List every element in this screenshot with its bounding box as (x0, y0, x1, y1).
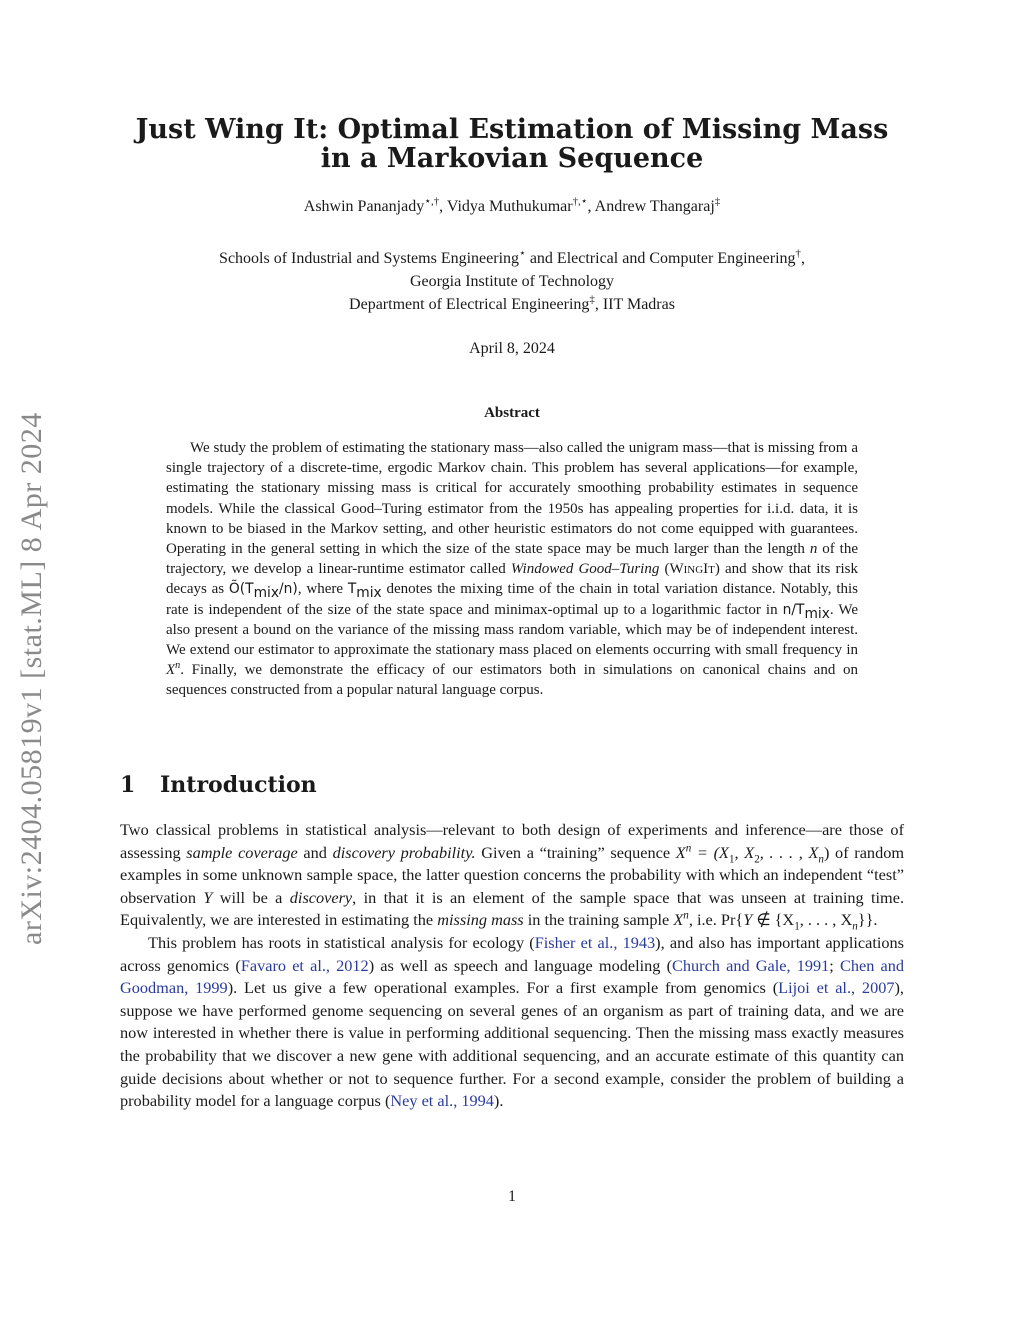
paper-date: April 8, 2024 (469, 340, 555, 357)
body-text: ; (829, 955, 840, 975)
math-expr: T (347, 581, 357, 598)
affiliation-line: Schools of Industrial and Systems Engineering⋆ and Electrical and Computer Engineering†, (219, 247, 805, 267)
emphasis: missing mass (437, 910, 524, 930)
affiliation-mark: ⋆ (519, 247, 526, 260)
page-number: 1 (508, 1188, 516, 1205)
abstract-paragraph (166, 438, 858, 701)
math-sub: 2 (754, 852, 760, 865)
intro-paragraph (120, 819, 904, 932)
math-expr: n/T (782, 601, 805, 618)
math-sup: n (175, 660, 181, 672)
math-sub: mix (253, 585, 280, 602)
body-text: ). (493, 1091, 504, 1111)
title-line-2: in a Markovian Sequence (320, 143, 704, 174)
author-mark: ‡ (714, 195, 721, 208)
body-text: , in that it is an element of the sample space that was unseen at training time. Equivalently, we are interested in estimating the (120, 887, 905, 930)
author-mark: ⋆,† (424, 195, 440, 208)
math-sup: n (685, 842, 692, 855)
paper-title (100, 115, 924, 173)
citation-link[interactable]: Ney et al., 1994 (390, 1091, 494, 1111)
citation-link[interactable]: Favaro et al., 2012 (240, 955, 369, 975)
affiliation-line (100, 293, 924, 316)
math-sub: n (818, 852, 824, 865)
author-name: Ashwin Pananjady (303, 198, 425, 215)
section-title: Introduction (160, 772, 317, 798)
math-sub: n (852, 920, 858, 933)
math-sub: mix (356, 585, 382, 602)
abstract-text: ) and show that its risk decays as (166, 561, 859, 598)
abstract-heading: Abstract (484, 405, 540, 421)
math-sub: mix (804, 605, 830, 622)
abstract-text: denotes the mixing time of the chain in total variation distance. Notably, this rate is independent of the size of the state space and minimax-optimal up to a logarithmic factor in (166, 581, 858, 618)
math-expr: , X (734, 842, 755, 862)
body-text: Two classical problems in statistical analysis—relevant to both design of experiments and inference—are those of assessing (120, 820, 904, 862)
author-mark: †,⋆ (572, 195, 588, 208)
math-var: X (673, 910, 684, 930)
title-line-1: Just Wing It: Optimal Estimation of Missing Mass (135, 114, 889, 145)
math-expr: ) (823, 842, 830, 862)
affiliation-text: , IIT Madras (594, 296, 675, 313)
math-sub: 1 (794, 920, 800, 933)
math-expr: }}. (857, 910, 878, 930)
body-text: will be a (212, 887, 290, 907)
emphasis: discovery probability. (332, 842, 476, 862)
abstract-text: . We also present a bound on the variance of the missing mass random variable, which may be of independent interest. We extend our estimator to approximate the stationary mass placed on elements occurring with small frequency in (166, 601, 858, 659)
math-sup: n (683, 909, 689, 922)
math-sub: 1 (728, 852, 735, 865)
body-text: in the training sample (523, 910, 674, 930)
estimator-acronym: WingIt (669, 561, 715, 578)
author-list: Ashwin Pananjady⋆,†, Vidya Muthukumar†,⋆, Andrew Thangaraj‡ (303, 195, 721, 215)
intro-paragraph (120, 932, 904, 1113)
affiliation-text: Department of Electrical Engineering (349, 296, 590, 313)
math-expr: , i.e. Pr{ (688, 910, 744, 930)
body-text: ), and also has important applications across genomics ( (120, 932, 905, 975)
math-expr: /n) (279, 581, 298, 598)
citation-link[interactable]: Lijoi et al., 2007 (778, 978, 895, 998)
math-expr: Õ(T (228, 581, 254, 598)
section-number: 1 (120, 772, 136, 798)
emphasis: sample coverage (186, 842, 298, 862)
affiliation-text: Schools of Industrial and Systems Engineering (219, 250, 520, 267)
abstract-body (166, 438, 858, 701)
math-expr: , . . . , X (799, 910, 853, 930)
body-text: and (297, 842, 333, 862)
arxiv-identifier: arXiv:2404.05819v1 [stat.ML] 8 Apr 2024 (15, 412, 48, 945)
body-text: ). Let us give a few operational examples. For a first example from genomics ( (227, 978, 779, 998)
body-text: ), suppose we have performed genome sequencing on several genes of an organism as part of training data, and we are now interested in whether there is value in performing additional sequencing. Then the missing mass exactly measures the probability that we discover a new gene with additional sequencing, and an accurate estimate of this quantity can guide decisions about whether or not to sequence further. For a second example, consider the problem of building a probability model for a language corpus ( (120, 978, 904, 1111)
abstract-text: . Finally, we demonstrate the efficacy of our estimators both in simulations on canonical chains and on sequences constructed from a popular natural language corpus. (166, 662, 858, 699)
math-expr: ∉ {X (752, 910, 795, 930)
body-text: ) as well as speech and language modeling ( (368, 955, 673, 975)
math-expr: , . . . , X (759, 842, 819, 862)
math-var: Y (743, 910, 753, 930)
affiliation-line: Georgia Institute of Technology (409, 273, 615, 290)
abstract-text: , where (297, 581, 348, 598)
affiliations (100, 247, 924, 316)
affiliation-mark: ‡ (589, 293, 595, 306)
math-var: Y (203, 887, 213, 907)
author-name: Vidya Muthukumar (446, 198, 573, 215)
introduction-body (120, 819, 904, 1113)
author-name: Andrew Thangaraj (594, 198, 715, 215)
citation-link[interactable]: Chen and Goodman, 1999 (120, 955, 904, 998)
body-text: of random examples in some unknown sample space, the latter question concerns the probability with which an independent “test” observation (120, 842, 905, 907)
abstract-text: ( (659, 561, 670, 578)
affiliation-mark: † (795, 247, 801, 260)
body-text: This problem has roots in statistical analysis for ecology ( (148, 932, 535, 952)
math-var: X (675, 842, 686, 862)
math-var: n (809, 541, 818, 558)
estimator-name: Windowed Good–Turing (510, 561, 660, 578)
citation-link[interactable]: Fisher et al., 1943 (534, 932, 656, 952)
emphasis: discovery (289, 887, 353, 907)
body-text: Given a “training” sequence (475, 842, 676, 862)
section-heading (120, 772, 317, 798)
math-var: X (166, 662, 176, 679)
citation-link[interactable]: Church and Gale, 1991 (672, 955, 830, 975)
math-expr: = (X (691, 842, 729, 862)
affiliation-text: and Electrical and Computer Engineering (525, 250, 796, 267)
abstract-text: We study the problem of estimating the stationary mass—also called the unigram mass—that is missing from a single trajectory of a discrete-time, ergodic Markov chain. This problem has several applications—for example, estimating the stationary missing mass is critical for accurately smoothing probability estimates in sequence models. While the classical Good–Turing estimator from the 1950s has appealing properties for i.i.d. data, it is known to be biased in the Markov setting, and other heuristic estimators do not come equipped with guarantees. Operating in the general setting in which the size of the state space may be much larger than the length (166, 440, 858, 558)
abstract-text: of the trajectory, we develop a linear-runtime estimator called (166, 541, 858, 578)
